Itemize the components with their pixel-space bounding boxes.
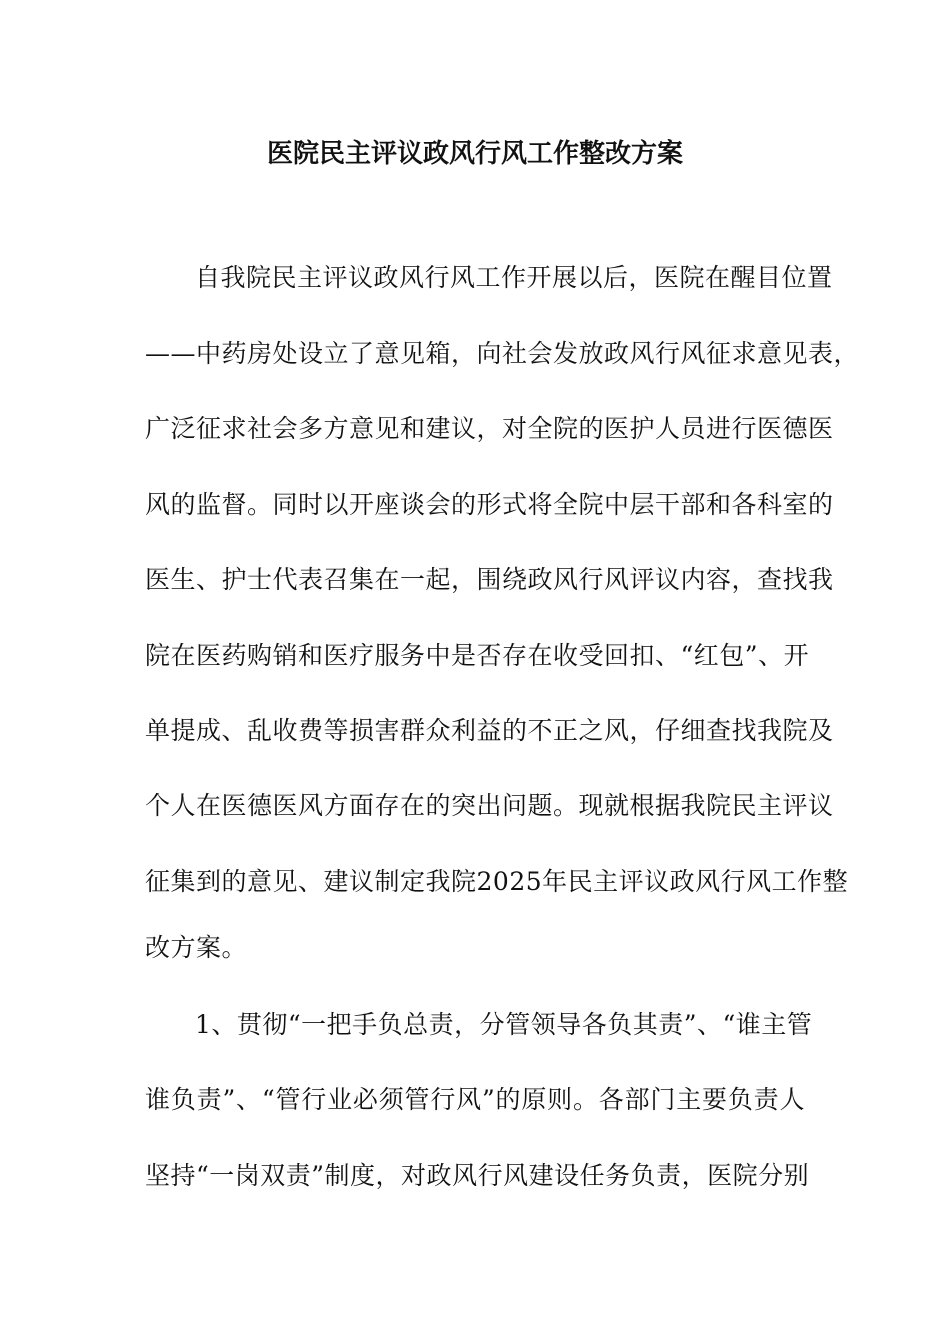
paragraph-1-line-6: 院在医药购销和医疗服务中是否存在收受回扣、“红包”、开: [145, 641, 810, 670]
paragraph-1-line-5: 医生、护士代表召集在一起，围绕政风行风评议内容，查找我: [145, 565, 834, 594]
paragraph-1-line-3: 广泛征求社会多方意见和建议，对全院的医护人员进行医德医: [145, 414, 834, 443]
document-title: 医院民主评议政风行风工作整改方案: [266, 139, 683, 169]
paragraph-1-line-7: 单提成、乱收费等损害群众利益的不正之风，仔细查找我院及: [145, 716, 834, 745]
paragraph-1-line-1: 自我院民主评议政风行风工作开展以后，医院在醒目位置: [195, 263, 833, 292]
paragraph-2-line-3: 坚持“一岗双责”制度，对政风行风建设任务负责，医院分别: [145, 1161, 810, 1190]
paragraph-1-line-8: 个人在医德医风方面存在的突出问题。现就根据我院民主评议: [145, 791, 834, 820]
paragraph-2-line-2: 谁负责”、“管行业必须管行风”的原则。各部门主要负责人: [145, 1085, 805, 1114]
paragraph-1-line-10: 改方案。: [145, 933, 248, 962]
paragraph-1-line-2: ——中药房处设立了意见箱，向社会发放政风行风征求意见表，: [145, 339, 860, 368]
paragraph-2-line-1: 1、贯彻“一把手负总责，分管领导各负其责”、“谁主管: [195, 1010, 813, 1039]
paragraph-1-line-4: 风的监督。同时以开座谈会的形式将全院中层干部和各科室的: [145, 490, 834, 519]
paragraph-1-line-9: 征集到的意见、建议制定我院2025年民主评议政风行风工作整: [145, 867, 849, 896]
